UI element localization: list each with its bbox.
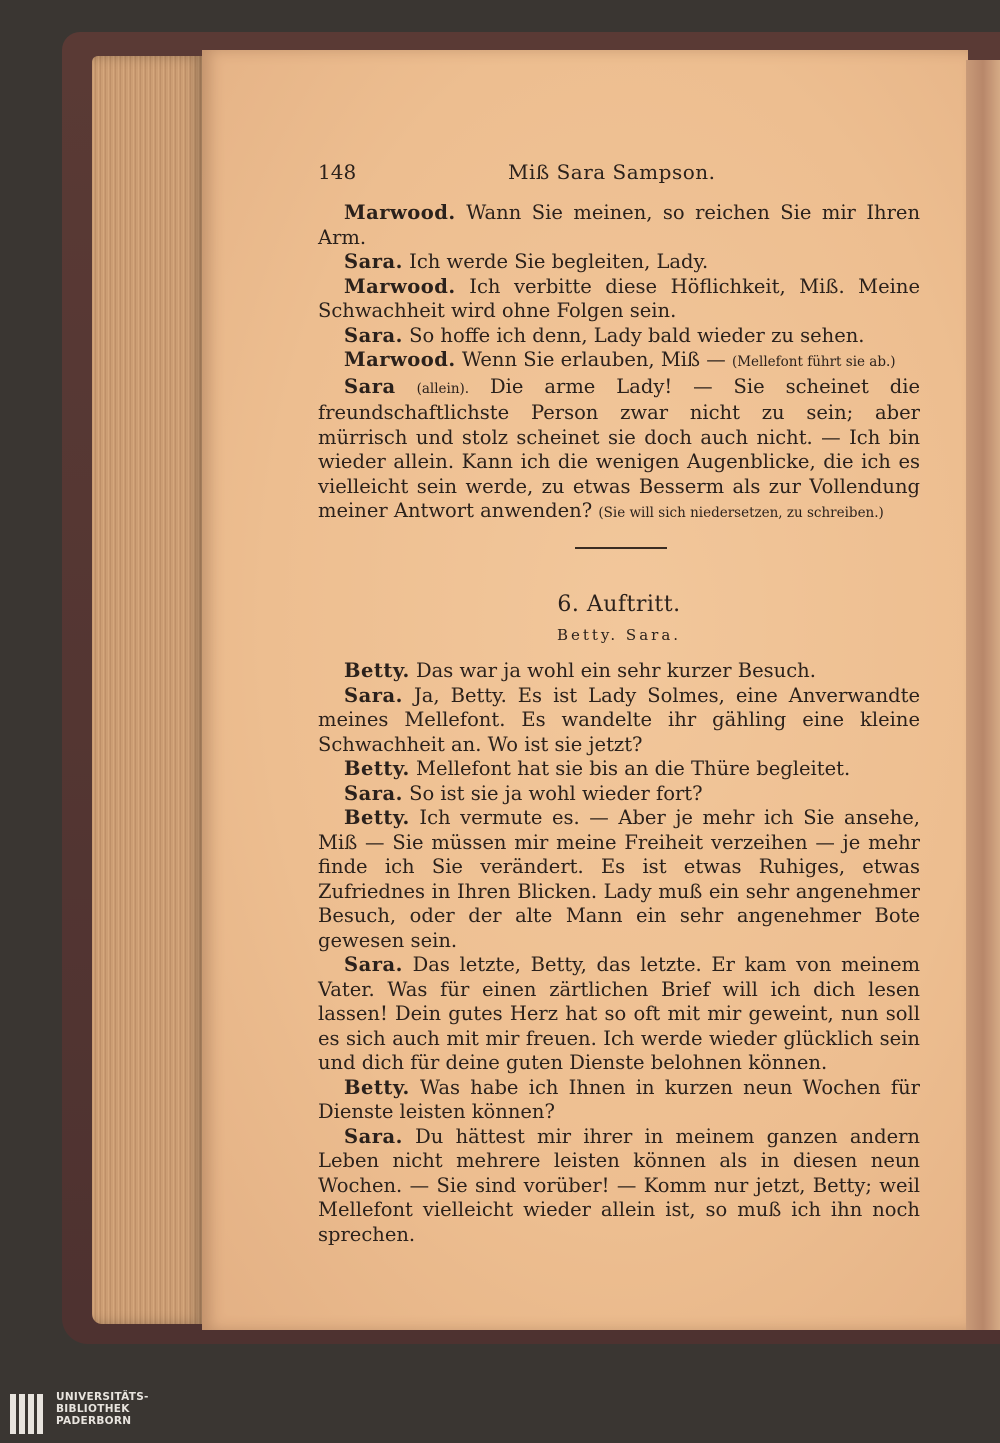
line-text: Ich vermute es. — Aber je mehr ich Sie ansehe, Miß — Sie müssen mir meine Freiheit verzeihen — je mehr finde ich Sie verändert. Es ist etwas Ruhiges, etwas Zufriednes in Ihren Blicken. Lady muß ein sehr angenehmer Besuch, oder der alte Mann ein sehr angenehmer Bote gewesen sein. xyxy=(318,806,921,952)
speaker-name: Marwood. xyxy=(344,201,456,224)
page-header xyxy=(318,160,920,186)
speaker-name: Sara. xyxy=(344,781,403,805)
dialogue-line xyxy=(318,348,920,375)
line-text: Wenn Sie erlauben, Miß — xyxy=(461,348,726,371)
library-logo-icon xyxy=(8,1392,52,1436)
dialogue-line xyxy=(318,250,920,275)
dialogue-line xyxy=(318,201,920,250)
dialogue-line xyxy=(318,324,920,349)
dialogue-block-1 xyxy=(318,201,920,526)
dialogue-line xyxy=(318,782,920,807)
library-line: UNIVERSITÄTS- xyxy=(56,1391,149,1403)
dialogue-line xyxy=(318,953,920,1076)
line-text: Wann Sie meinen, so reichen Sie mir Ihren Arm. xyxy=(318,201,921,249)
speaker-name: Sara. xyxy=(344,250,403,273)
line-text: So hoffe ich denn, Lady bald wieder zu sehen. xyxy=(409,323,865,347)
line-text: Du hättest mir ihrer in meinem ganzen andern Leben nicht mehrere leisten können als in diesen neun Wochen. — Sie sind vorüber! — Komm nur jetzt, Betty; weil Mellefont vielleicht wieder allein ist, so muß ich ihn noch sprechen. xyxy=(318,1124,920,1246)
line-text: Das letzte, Betty, das letzte. Er kam von meinem Vater. Was für einen zärtlichen Brief will ich dich lesen lassen! Dein gutes Herz hat so oft mit mir geweint, nun soll es sich auch mit mir freuen. Ich werde wieder glücklich sein und dich für deine guten Dienste belohnen können. xyxy=(318,953,920,1074)
scene-title: 6. Auftritt. xyxy=(557,592,681,617)
library-line: BIBLIOTHEK xyxy=(56,1403,130,1415)
section-divider xyxy=(575,547,667,549)
dialogue-line xyxy=(318,684,920,758)
speaker-name: Betty. xyxy=(344,1075,410,1099)
line-text: Das war ja wohl ein sehr kurzer Besuch. xyxy=(416,659,816,682)
line-text: Die arme Lady! — Sie scheinet die freundschaftlichste Person zwar nicht zu sein; aber mürrisch und stolz scheinet sie doch auch nicht. — Ich bin wieder allein. Kann ich die wenigen Augenblicke, die ich es vielleicht sein werde, zu etwas Besserm als zur Vollendung meiner Antwort anwenden? xyxy=(318,374,920,522)
line-text: Was habe ich Ihnen in kurzen neun Wochen für Dienste leisten können? xyxy=(318,1075,920,1123)
line-text: Ich verbitte diese Höflichkeit, Miß. Meine Schwachheit wird ohne Folgen sein. xyxy=(318,274,921,322)
speaker-name: Sara. xyxy=(344,683,403,707)
speaker-name: Sara. xyxy=(344,323,403,347)
library-line: PADERBORN xyxy=(56,1415,132,1427)
stage-direction: (Sie will sich niedersetzen, zu schreiben.) xyxy=(598,505,884,521)
dialogue-line xyxy=(318,757,920,782)
dialogue-line xyxy=(318,1076,920,1125)
stage-direction: (allein). xyxy=(416,380,470,397)
page-number: 148 xyxy=(318,160,357,184)
speaker-name: Betty. xyxy=(344,757,410,780)
dialogue-line xyxy=(318,1125,920,1248)
stage-direction: (Mellefont führt sie ab.) xyxy=(731,354,896,370)
library-name xyxy=(56,1391,149,1427)
line-text: Ja, Betty. Es ist Lady Solmes, eine Anverwandte meines Mellefont. Es wandelte ihr gähling eine kleine Schwachheit an. Wo ist sie jetzt? xyxy=(318,683,921,756)
page-edges xyxy=(92,56,204,1324)
dialogue-line xyxy=(318,275,920,324)
speaker-name: Sara. xyxy=(344,953,403,976)
speaker-name: Marwood. xyxy=(344,348,456,371)
speaker-name: Betty. xyxy=(344,806,410,829)
speaker-name: Sara xyxy=(344,374,396,398)
line-text: So ist sie ja wohl wieder fort? xyxy=(409,781,703,805)
line-text: Ich werde Sie begleiten, Lady. xyxy=(409,250,709,273)
scene-cast: Betty. Sara. xyxy=(556,626,682,644)
dialogue-block-2 xyxy=(318,659,920,1247)
line-text: Mellefont hat sie bis an die Thüre begleitet. xyxy=(416,757,851,780)
speaker-name: Betty. xyxy=(344,659,410,682)
facing-page-edge xyxy=(966,60,1000,1330)
dialogue-line xyxy=(318,659,920,684)
dialogue-line xyxy=(318,375,920,526)
dialogue-line xyxy=(318,806,920,953)
running-title: Miß Sara Sampson. xyxy=(508,160,716,184)
speaker-name: Sara. xyxy=(344,1124,403,1148)
speaker-name: Marwood. xyxy=(344,274,456,298)
